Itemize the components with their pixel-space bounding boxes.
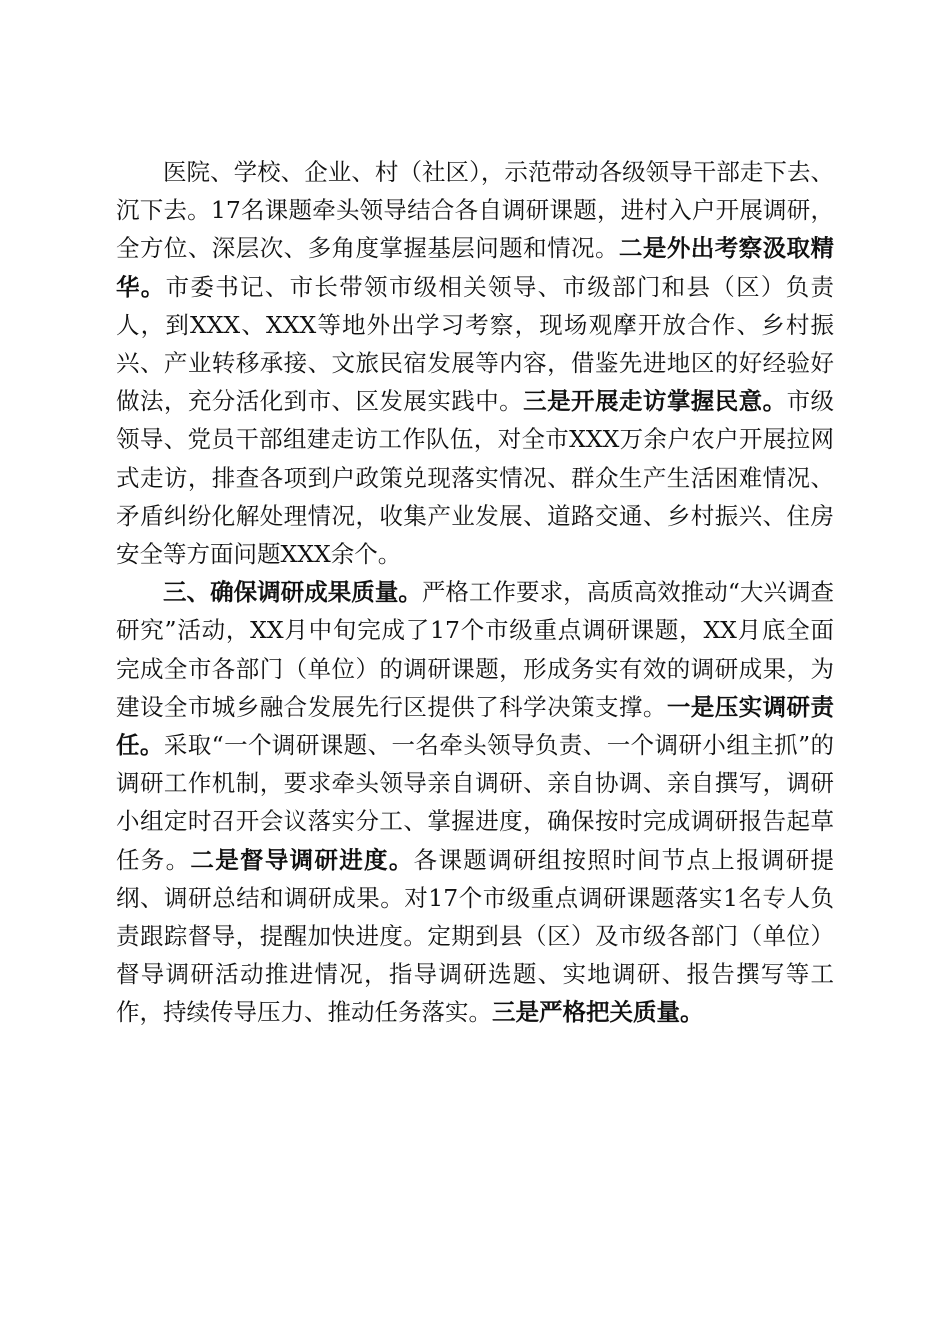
paragraph-text: 市委书记、市长带领市级相关领导、市级部门和县（区）负责人，到XXX、XXX等地外出学习考察，现场观摩开放合作、乡村振兴、产业转移承接、文旅民宿发展等内容，借鉴先进地区的好经验好做法，充分活化到市、区发展实践中。 bbox=[116, 272, 835, 416]
paragraph-text: 严格工作要求，高质高效推动“大兴调查研究”活动，XX月中旬完成了17个市级重点调研课题，XX月底全面完成全市各部门（单位）的调研课题，形成务实有效的调研成果，为建设全市城乡融合发展先行区提供了科学决策支撑。 bbox=[116, 578, 835, 721]
document-page bbox=[116, 153, 834, 1032]
paragraph-text: 医院、学校、企业、村（社区），示范带动各级领导干部走下去、沉下去。17名课题牵头领导结合各自调研课题，进村入户开展调研，全方位、深层次、多角度掌握基层问题和情况。 bbox=[116, 158, 834, 263]
point-heading: 二是督导调研进度。 bbox=[190, 845, 414, 874]
paragraph-text: 各课题调研组按照时间节点上报调研提纲、调研总结和调研成果。对17个市级重点调研课题落实1名专人负责跟踪督导，提醒加快进度。定期到县（区）及市级各部门（单位）督导调研活动推进情况，指导调研选题、实地调研、报告撰写等工作，持续传导压力、推动任务落实。 bbox=[116, 845, 835, 1027]
body-paragraph bbox=[116, 153, 834, 573]
paragraph-text: 市级领导、党员干部组建走访工作队伍，对全市XXX万余户农户开展拉网式走访，排查各项到户政策兑现落实情况、群众生产生活困难情况、矛盾纠纷化解处理情况，收集产业发展、道路交通、乡村振兴、住房安全等方面问题XXX余个。 bbox=[116, 387, 835, 569]
section-heading: 三、确保调研成果质量。 bbox=[163, 578, 422, 607]
point-heading: 一是压实调研责任。 bbox=[116, 692, 835, 760]
paragraph-text: 采取“一个调研课题、一名牵头领导负责、一个调研小组主抓”的调研工作机制，要求牵头领导亲自调研、亲自协调、亲自撰写，调研小组定时召开会议落实分工、掌握进度，确保按时完成调研报告起草任务。 bbox=[116, 731, 835, 874]
point-heading: 三是开展走访掌握民意。 bbox=[523, 387, 787, 416]
point-heading: 二是外出考察汲取精华。 bbox=[116, 234, 835, 301]
body-paragraph bbox=[116, 573, 834, 1031]
point-heading: 三是严格把关质量。 bbox=[492, 998, 704, 1027]
